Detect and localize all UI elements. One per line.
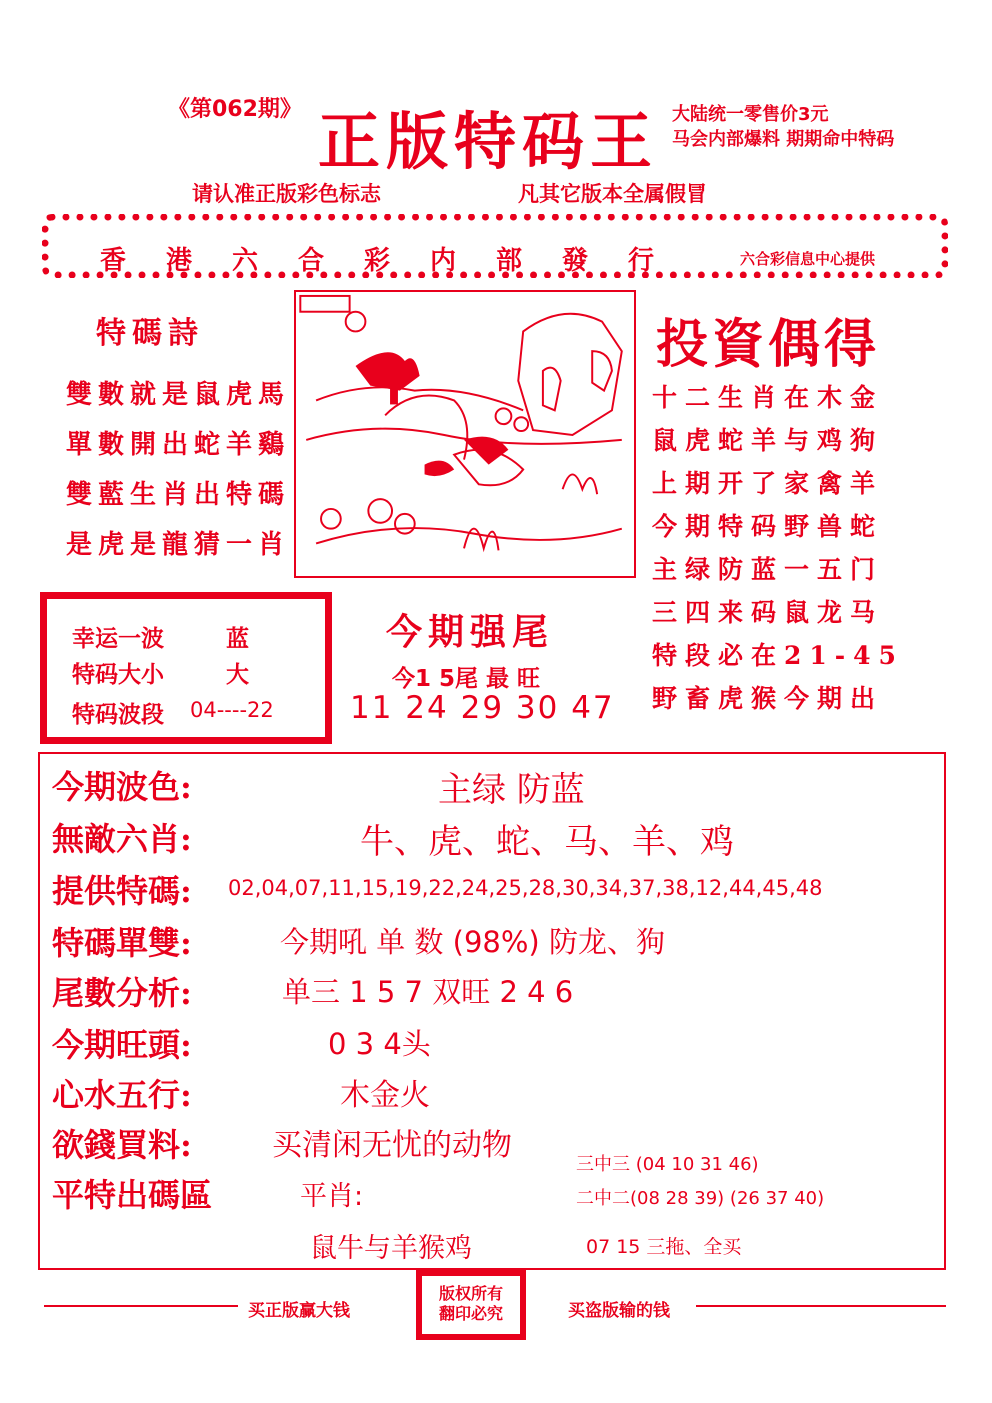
poem-line: 雙藍生肖出特碼 xyxy=(66,480,291,510)
lily-pad xyxy=(395,514,415,534)
flat-zodiac-label: 平肖: xyxy=(300,1181,364,1212)
poem-line: 是虎是龍猜一肖 xyxy=(66,530,291,560)
insider-note: 马会内部爆料 期期命中特码 xyxy=(672,129,895,150)
invest-line: 三四来码鼠龙马 xyxy=(652,598,884,627)
stamp-line: 版权所有 xyxy=(438,1284,503,1303)
combo-three: 三中三 (04 10 31 46) xyxy=(576,1154,759,1175)
odd-even-value: 今期吼 单 数 (98%) 防龙、狗 xyxy=(280,925,665,959)
lily-pad xyxy=(514,417,528,431)
invest-line: 今期特码野兽蛇 xyxy=(652,512,884,541)
head-value: 0 3 4头 xyxy=(328,1027,431,1061)
invest-line: 十二生肖在木金 xyxy=(652,383,884,412)
buy-tip-value: 买清闲无忧的动物 xyxy=(272,1128,512,1163)
banner-title: 香港六合彩内部發行 xyxy=(100,246,695,276)
price-note: 大陆统一零售价3元 xyxy=(672,104,829,125)
authentic-notice: 请认准正版彩色标志 xyxy=(192,182,381,206)
page-title: 正版特码王 xyxy=(318,105,659,178)
special-numbers-label: 提供特碼: xyxy=(52,872,192,910)
five-elements-value: 木金火 xyxy=(340,1078,430,1113)
footer-rule-right xyxy=(696,1305,946,1307)
tail-analysis-label: 尾數分析: xyxy=(52,974,192,1012)
poem-line: 單數開出蛇羊鷄 xyxy=(66,430,291,460)
six-zodiac-value: 牛、虎、蛇、马、羊、鸡 xyxy=(360,822,734,862)
strong-tail-numbers: 11 24 29 30 47 xyxy=(350,690,615,726)
combo-two: 二中二(08 28 39) (26 37 40) xyxy=(576,1188,825,1209)
strong-tail-title: 今期强尾 xyxy=(386,611,555,653)
invest-line: 主绿防蓝一五门 xyxy=(652,555,884,584)
poem-title: 特碼詩 xyxy=(96,316,204,351)
wave-label: 今期波色: xyxy=(52,768,192,806)
counterfeit-notice: 凡其它版本全属假冒 xyxy=(518,182,707,206)
leaf xyxy=(346,312,366,332)
rock xyxy=(518,314,622,435)
footer-slogan-left: 买正版赢大钱 xyxy=(248,1301,350,1321)
bridge-arch xyxy=(385,396,467,460)
lily-pad xyxy=(496,408,512,424)
tail-analysis-value: 单三 1 5 7 双旺 2 4 6 xyxy=(282,975,574,1009)
lucky-wave-value: 蓝 xyxy=(226,626,249,652)
water-line xyxy=(306,429,622,444)
special-range-value: 04----22 xyxy=(190,698,274,722)
wave-value: 主绿 防蓝 xyxy=(438,770,585,810)
head-label: 今期旺頭: xyxy=(52,1026,192,1064)
stamp-line: 翻印必究 xyxy=(438,1304,503,1323)
issue-number: 《第062期》 xyxy=(168,97,302,122)
small-fish xyxy=(425,461,455,476)
footer-rule-left xyxy=(44,1305,238,1307)
odd-even-label: 特碼單雙: xyxy=(52,924,192,962)
invest-title: 投資偶得 xyxy=(656,314,881,375)
flat-zone-label: 平特出碼區 xyxy=(52,1176,213,1214)
special-size-value: 大 xyxy=(226,662,249,688)
banner-provider: 六合彩信息中心提供 xyxy=(740,250,876,268)
footer-slogan-right: 买盗版输的钱 xyxy=(568,1301,670,1321)
shore-line xyxy=(316,387,523,410)
reed xyxy=(563,474,598,494)
grass xyxy=(464,529,499,551)
invest-line: 上期开了家禽羊 xyxy=(652,469,884,498)
invest-line: 野畜虎猴今期出 xyxy=(652,684,884,713)
copyright-stamp xyxy=(416,1270,526,1340)
strong-tail-sub: 今1 5尾 最 旺 xyxy=(392,666,541,692)
rock-hole xyxy=(592,351,612,390)
lily-pad xyxy=(368,499,392,523)
combo-drag: 07 15 三拖、全买 xyxy=(586,1236,742,1258)
pine-tree xyxy=(356,352,420,390)
six-zodiac-label: 無敵六肖: xyxy=(52,820,192,858)
tree-trunk xyxy=(390,383,398,405)
poem-line: 雙數就是鼠虎馬 xyxy=(66,380,291,410)
five-elements-label: 心水五行: xyxy=(52,1076,192,1114)
rock-hole xyxy=(543,368,561,411)
seal-stamp xyxy=(300,296,349,312)
flat-zodiac-list: 鼠牛与羊猴鸡 xyxy=(310,1233,472,1264)
special-range-label: 特码波段 xyxy=(72,702,164,728)
illustration-drawing xyxy=(296,292,634,576)
buy-tip-label: 欲錢買料: xyxy=(52,1126,192,1164)
special-numbers-value: 02,04,07,11,15,19,22,24,25,28,30,34,37,38,12,44,45,48 xyxy=(228,876,823,900)
lucky-wave-label: 幸运一波 xyxy=(72,626,164,652)
fish-landscape-illustration xyxy=(294,290,636,578)
lily-pad xyxy=(321,509,341,529)
invest-line: 鼠虎蛇羊与鸡狗 xyxy=(652,426,884,455)
invest-line: 特段必在21-45 xyxy=(652,641,904,670)
special-size-label: 特码大小 xyxy=(72,662,164,688)
